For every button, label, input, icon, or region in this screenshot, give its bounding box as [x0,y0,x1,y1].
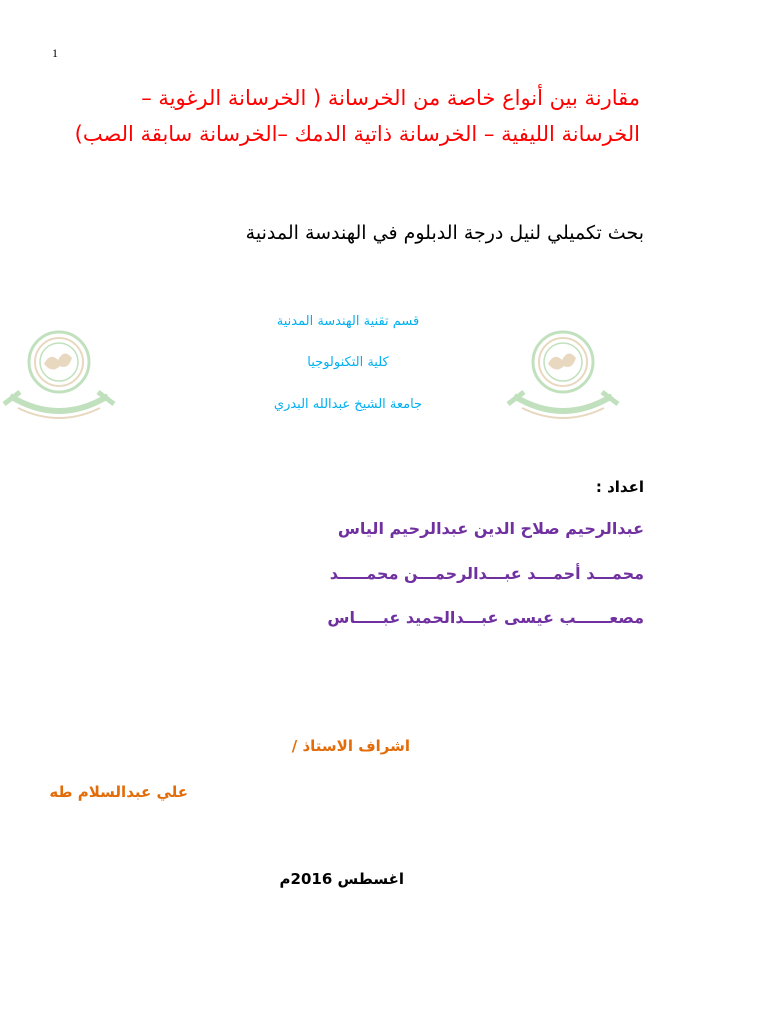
supervision-label: اشراف الاستاذ / [291,737,410,755]
university-name: جامعة الشيخ عبدالله البدري [273,397,423,412]
supervisor-name: علي عبدالسلام طه [49,783,188,801]
college-name: كلية التكنولوجيا [307,355,389,370]
university-logo-right-icon [504,326,622,434]
university-logo-left-icon [0,326,118,434]
department-name: قسم تقنية الهندسة المدنية [276,314,420,329]
page-number: 1 [52,46,58,60]
title-line-1: مقارنة بين أنواع خاصة من الخرسانة ( الخرسانة الرغوية – [141,86,640,110]
subtitle: بحث تكميلي لنيل درجة الدبلوم في الهندسة المدنية [245,222,644,244]
title-line-2: الخرسانة الليفية – الخرسانة ذاتية الدمك –الخرسانة سابقة الصب) [74,122,640,146]
submission-date: اغسطس 2016م [279,870,404,888]
author-name: محمـــد أحمـــد عبـــدالرحمـــن محمـــــد [329,564,644,583]
author-name: عبدالرحيم صلاح الدين عبدالرحيم الياس [337,519,644,538]
author-name: مصعــــــب عيسى عبـــدالحميد عبـــــاس [327,608,644,627]
prepared-by-label: اعداد : [595,478,644,496]
